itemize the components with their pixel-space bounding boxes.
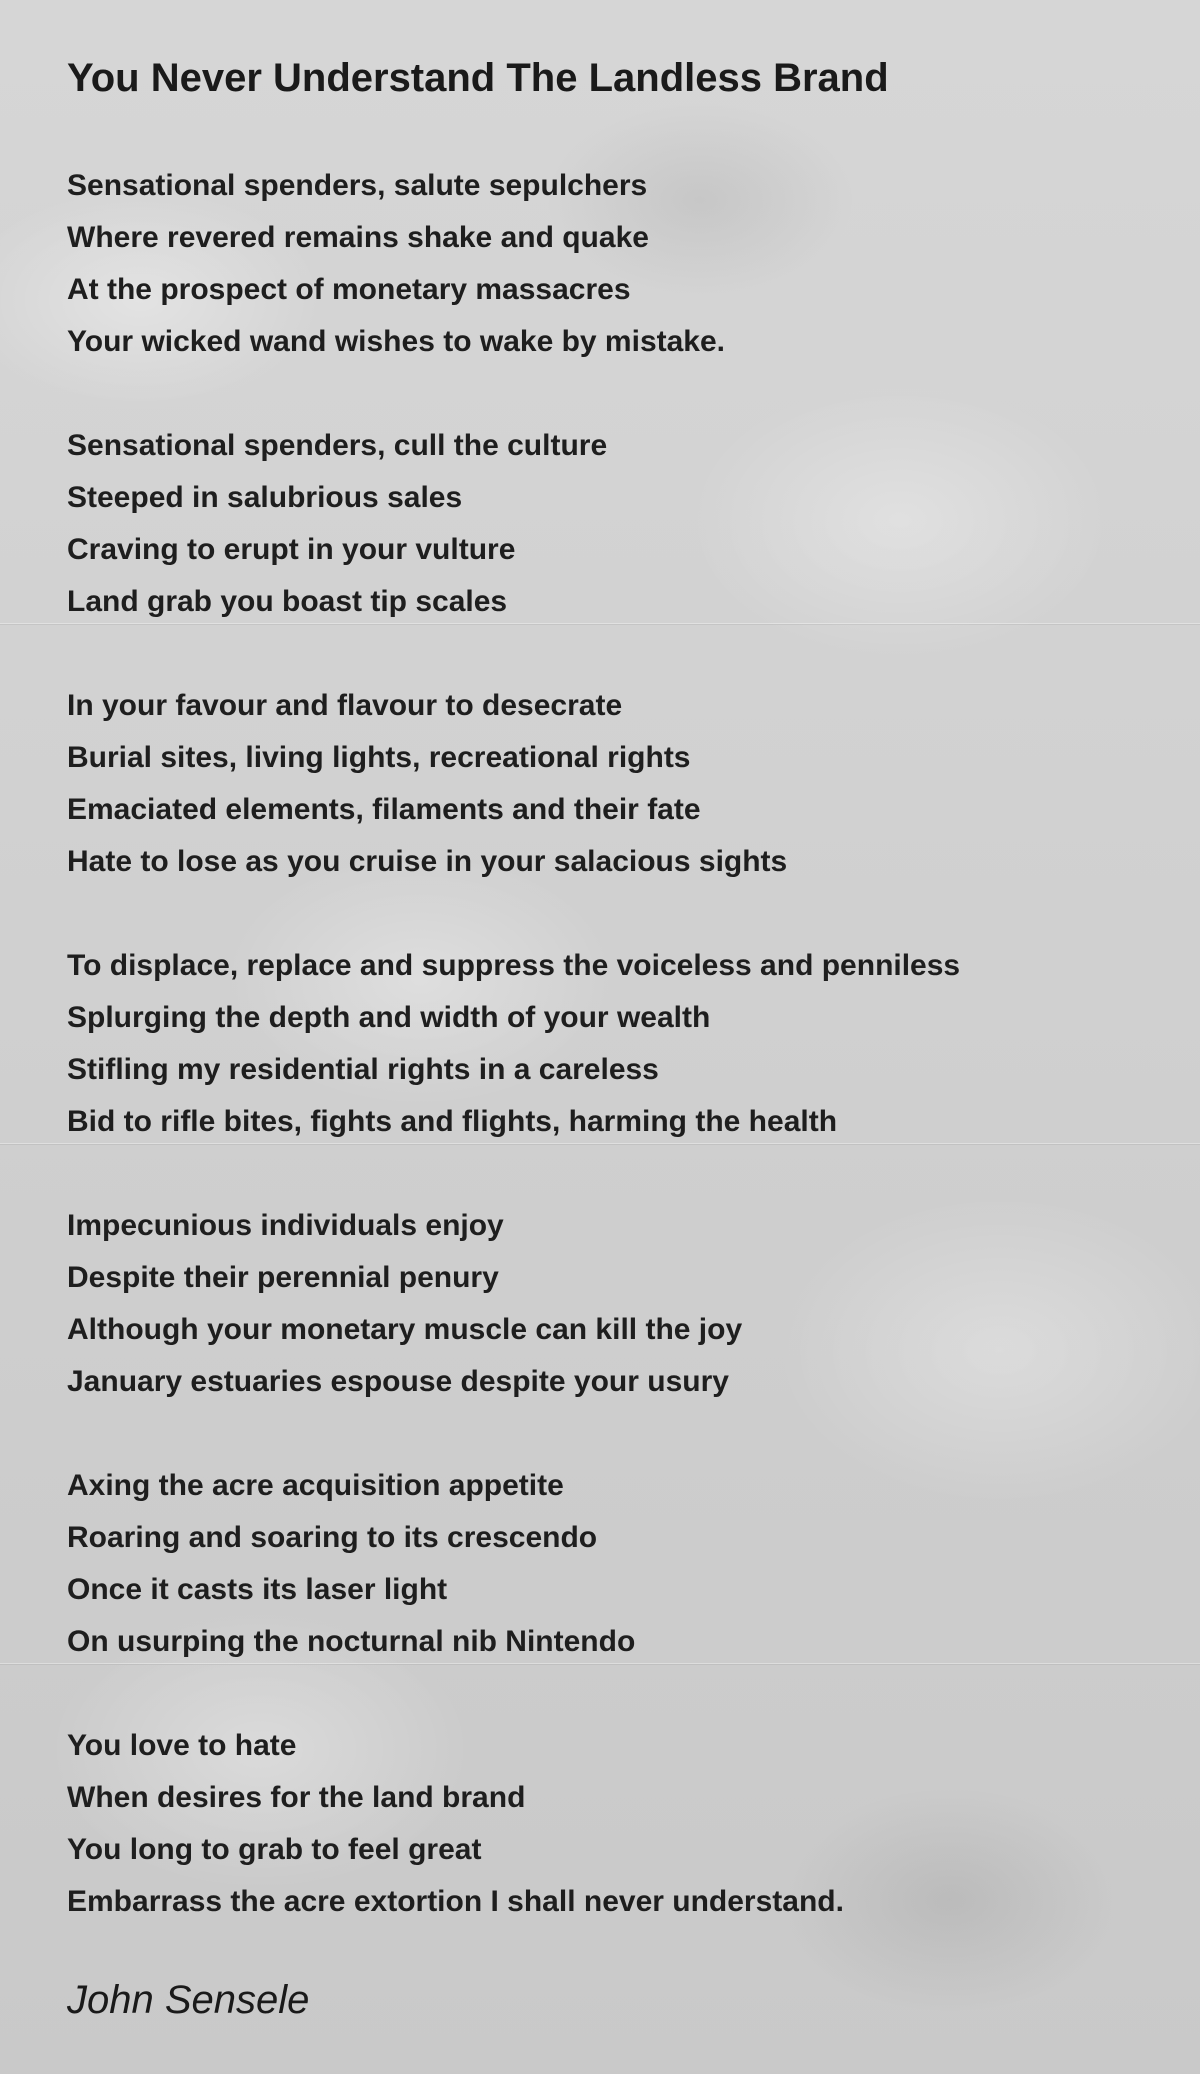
stanza-5 <box>67 1200 1167 1408</box>
poem-line: On usurping the nocturnal nib Nintendo <box>67 1625 636 1658</box>
stanza-3 <box>67 680 1167 888</box>
poem-content <box>67 48 1167 2030</box>
poem-line: January estuaries espouse despite your usury <box>67 1365 729 1398</box>
poem-line: Splurging the depth and width of your wealth <box>67 1001 711 1034</box>
stanza-2 <box>67 420 1167 628</box>
poem-line: Once it casts its laser light <box>67 1573 448 1606</box>
stanza-1 <box>67 160 1167 368</box>
poem-line: Stifling my residential rights in a careless <box>67 1053 659 1086</box>
poem-line: At the prospect of monetary massacres <box>67 273 631 306</box>
poem-line: Burial sites, living lights, recreational rights <box>67 741 691 774</box>
stanza-7 <box>67 1720 1167 1928</box>
poem-line: Axing the acre acquisition appetite <box>67 1469 564 1502</box>
poem-line: Land grab you boast tip scales <box>67 585 508 618</box>
poem-line: Despite their perennial penury <box>67 1261 499 1294</box>
poem-line: Steeped in salubrious sales <box>67 481 463 514</box>
poem-line: Roaring and soaring to its crescendo <box>67 1521 598 1554</box>
poem-line: When desires for the land brand <box>67 1781 526 1814</box>
poem-line: Sensational spenders, cull the culture <box>67 429 608 462</box>
poem-line: Where revered remains shake and quake <box>67 221 649 254</box>
poem-line: Craving to erupt in your vulture <box>67 533 516 566</box>
poem-line: Embarrass the acre extortion I shall never understand. <box>67 1885 844 1918</box>
poem-line: Impecunious individuals enjoy <box>67 1209 504 1242</box>
poem-line: You long to grab to feel great <box>67 1833 482 1866</box>
poem-line: Hate to lose as you cruise in your salacious sights <box>67 845 788 878</box>
poem-line: Although your monetary muscle can kill the joy <box>67 1313 743 1346</box>
poem-line: You love to hate <box>67 1729 297 1762</box>
poem-title: You Never Understand The Landless Brand <box>67 56 889 100</box>
poem-author: John Sensele <box>67 1978 310 2022</box>
poem-line: In your favour and flavour to desecrate <box>67 689 623 722</box>
poem-line: Emaciated elements, filaments and their fate <box>67 793 701 826</box>
poem-line: Your wicked wand wishes to wake by mistake. <box>67 325 726 358</box>
stanza-6 <box>67 1460 1167 1668</box>
stanza-4 <box>67 940 1167 1148</box>
poem-line: Bid to rifle bites, fights and flights, harming the health <box>67 1105 838 1138</box>
poem-line: Sensational spenders, salute sepulchers <box>67 169 648 202</box>
poem-line: To displace, replace and suppress the voiceless and penniless <box>67 949 961 982</box>
